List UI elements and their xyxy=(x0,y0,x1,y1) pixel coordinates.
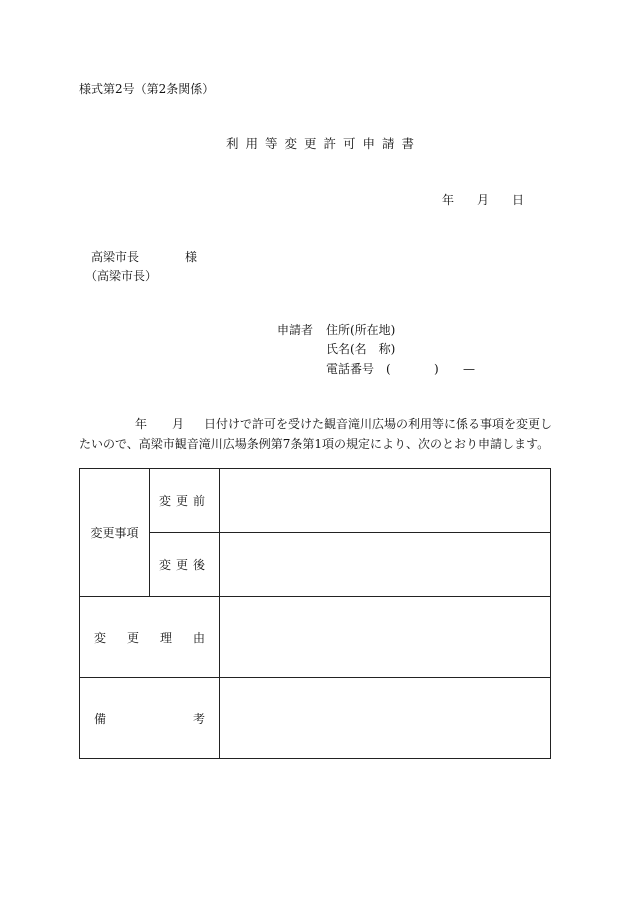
before-label-cell xyxy=(150,469,220,533)
reason-label-char: 更 xyxy=(126,630,139,645)
before-label: 変更前 xyxy=(158,494,210,508)
remarks-value-field[interactable] xyxy=(220,678,551,759)
phone-label: 電話番号 xyxy=(326,362,375,376)
reason-label xyxy=(80,629,219,646)
after-label-cell xyxy=(150,533,220,597)
change-details-table xyxy=(79,468,551,759)
change-items-label-cell xyxy=(80,469,150,597)
reason-label-cell xyxy=(80,597,220,678)
after-label: 変更後 xyxy=(158,558,210,572)
date-month-label: 月 xyxy=(477,193,490,207)
reason-label-char: 理 xyxy=(159,630,172,645)
body-year-label: 年 xyxy=(135,417,148,431)
form-number: 様式第2号（第2条関係） xyxy=(79,82,215,96)
body-line2-text: たいので、高梁市観音滝川広場条例第7条第1項の規定により、次のとおり申請します。 xyxy=(79,437,550,451)
applicant-label: 申請者 xyxy=(277,323,314,337)
remarks-label-char: 考 xyxy=(192,711,205,726)
addressee-honorific: 様 xyxy=(185,250,198,264)
date-day-label: 日 xyxy=(512,193,525,207)
name-label: 氏名(名 称) xyxy=(326,342,396,356)
change-items-label: 変更事項 xyxy=(90,526,139,540)
body-month-label: 月 xyxy=(172,417,185,431)
phone-dash: — xyxy=(463,362,475,376)
addressee-name: 高梁市長 xyxy=(91,250,140,264)
document-title: 利用等変更許可申請書 xyxy=(226,136,422,151)
phone-close-paren: ) xyxy=(434,362,439,376)
before-value-field[interactable] xyxy=(220,469,551,533)
remarks-label-cell xyxy=(80,678,220,759)
body-line1-text: 日付けで許可を受けた観音滝川広場の利用等に係る事項を変更し xyxy=(204,417,553,431)
remarks-label xyxy=(80,710,219,727)
reason-value-field[interactable] xyxy=(220,597,551,678)
reason-label-char: 由 xyxy=(192,630,205,645)
reason-label-char: 変 xyxy=(94,630,107,645)
date-year-label: 年 xyxy=(442,193,455,207)
after-value-field[interactable] xyxy=(220,533,551,597)
phone-open-paren: ( xyxy=(386,362,391,376)
addressee-note: （高梁市長） xyxy=(85,269,158,283)
remarks-label-char: 備 xyxy=(94,711,107,726)
address-label: 住所(所在地) xyxy=(326,323,396,337)
application-body xyxy=(79,414,559,454)
